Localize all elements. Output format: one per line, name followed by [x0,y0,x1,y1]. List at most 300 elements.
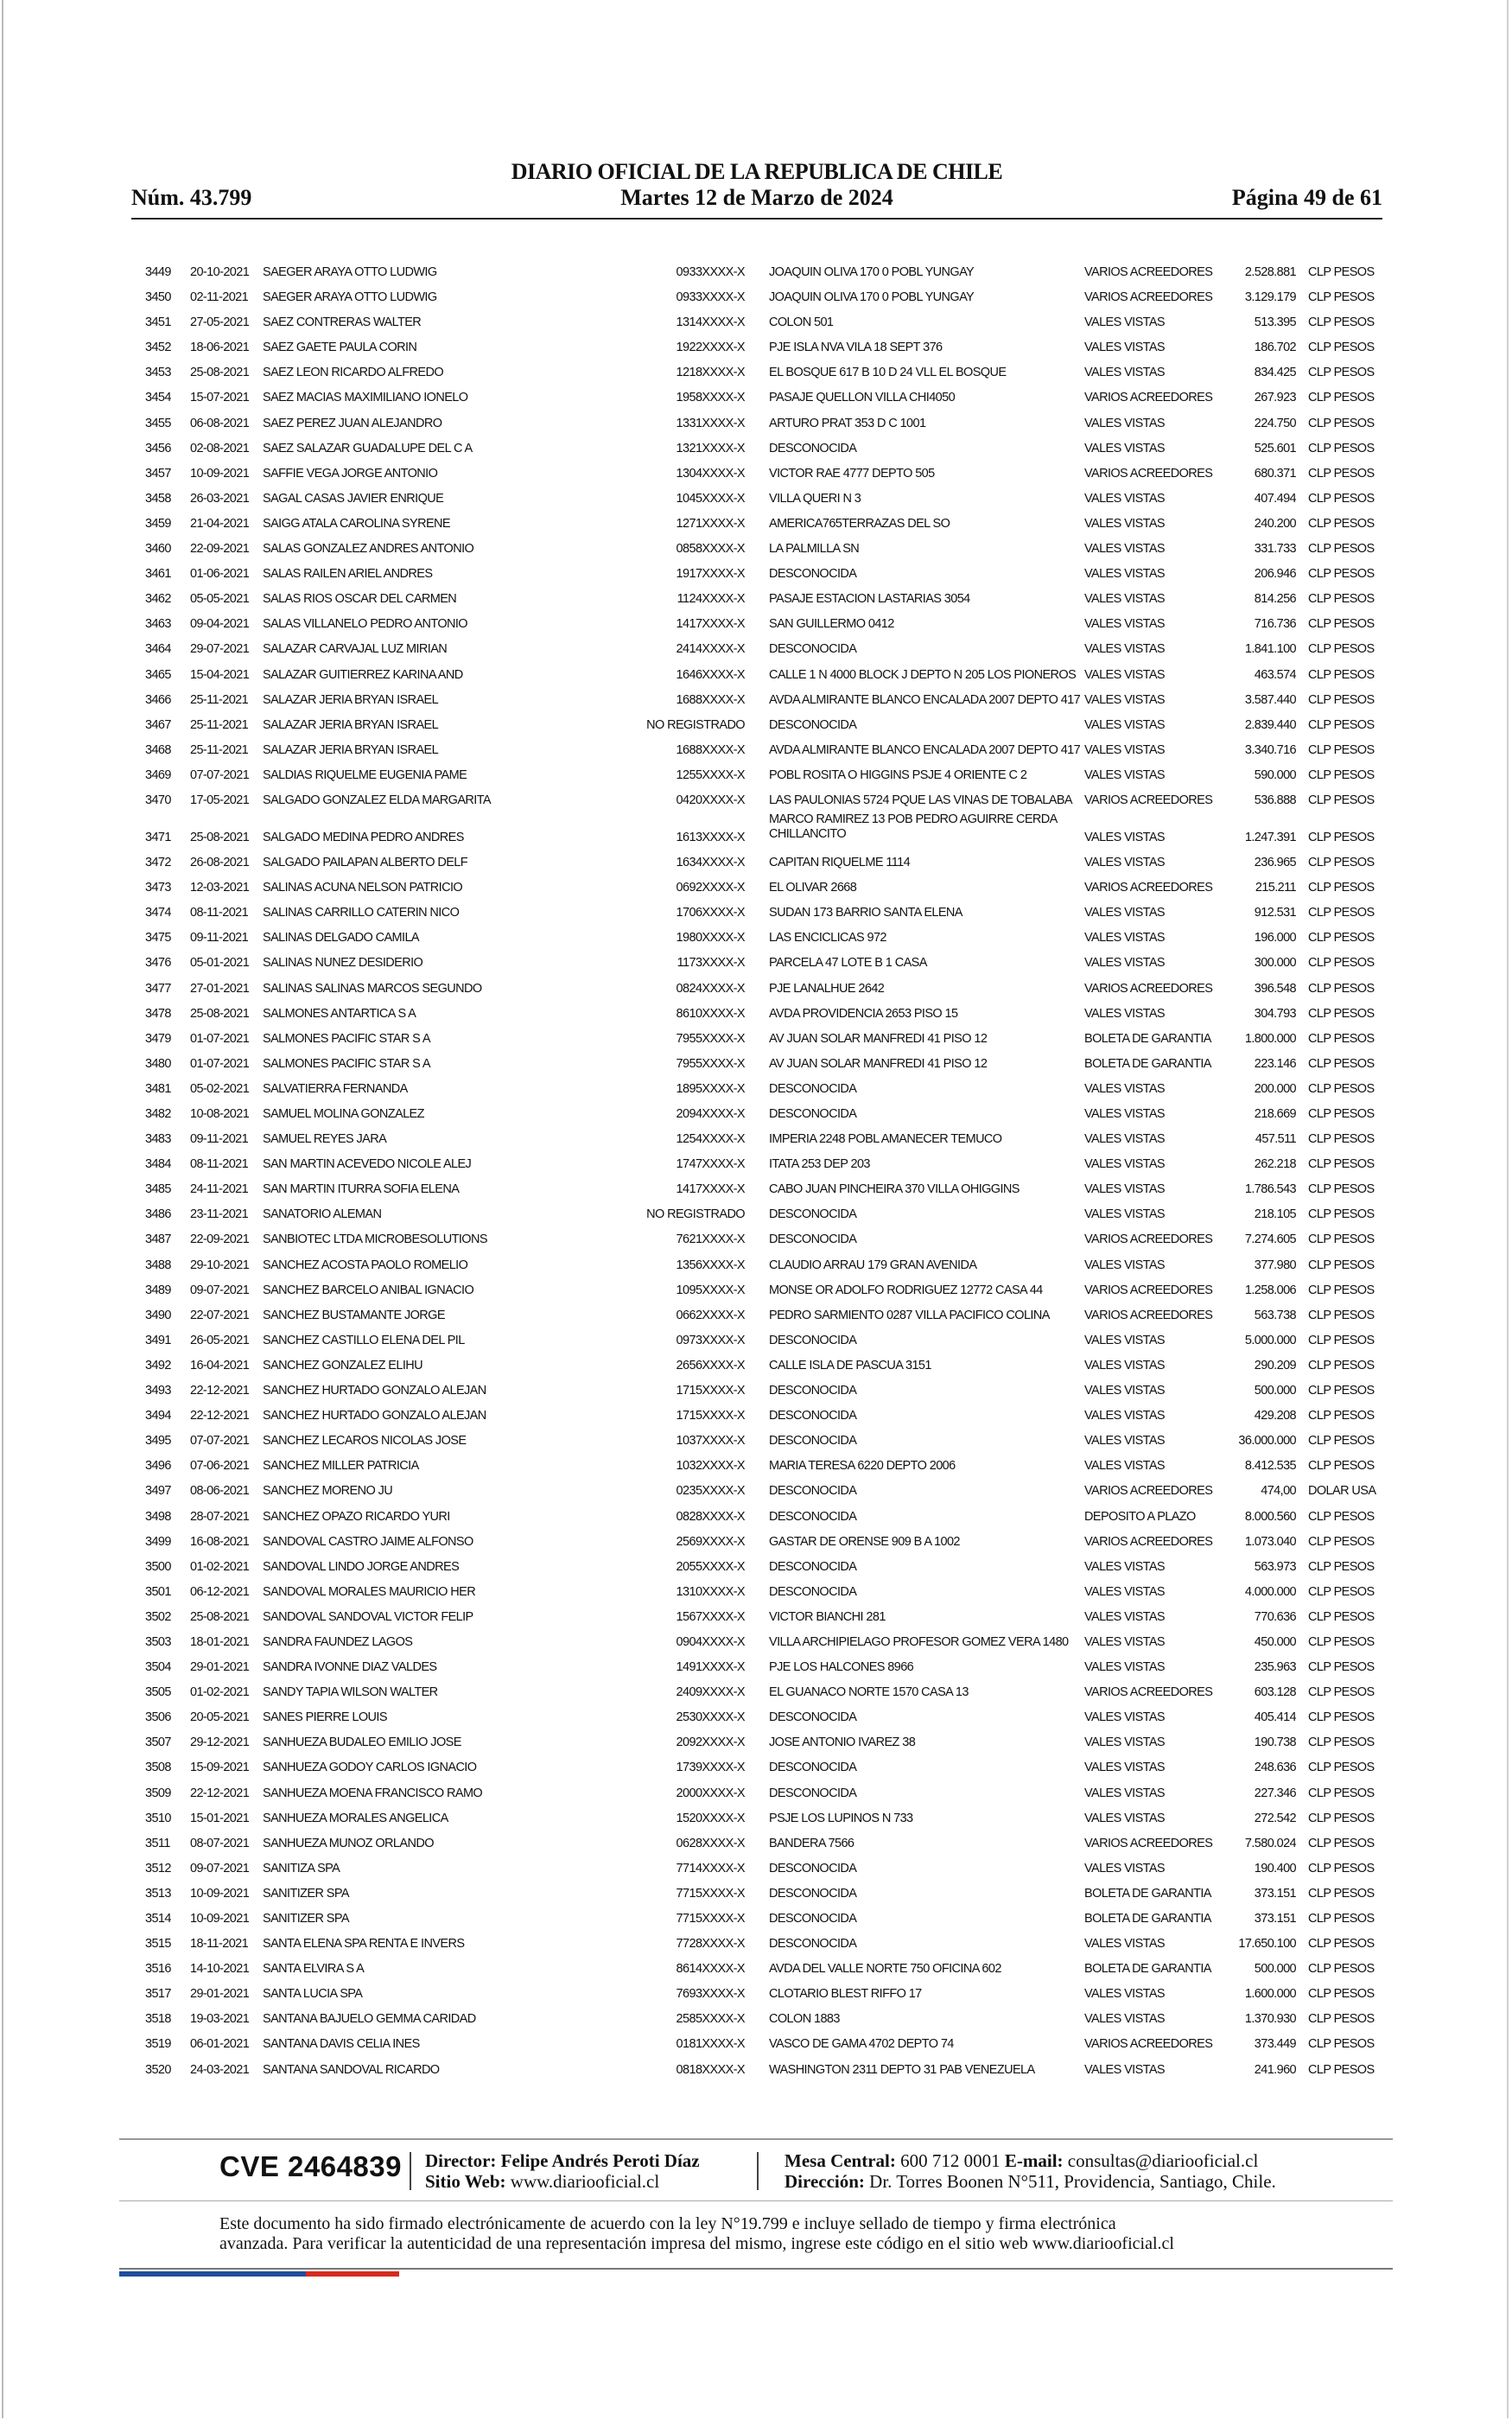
signature-note [219,2214,1394,2254]
record-rut: 1417XXXX-X [676,1182,745,1197]
table-row [0,1655,1512,1680]
record-number: 3502 [145,1609,171,1624]
record-date: 16-04-2021 [190,1358,250,1372]
record-number: 3486 [145,1207,171,1222]
record-rut: 0824XXXX-X [676,981,745,996]
table-row [0,1027,1512,1052]
record-currency: CLP PESOS [1308,1283,1375,1297]
table-row [0,1102,1512,1127]
record-number: 3473 [145,881,171,895]
record-number: 3458 [145,491,171,506]
record-currency: CLP PESOS [1308,1258,1375,1272]
record-rut: 0662XXXX-X [676,1308,745,1322]
record-date: 29-07-2021 [190,642,250,657]
record-number: 3493 [145,1384,171,1398]
table-row [0,1177,1512,1202]
table-row [0,850,1512,876]
record-rut: 8614XXXX-X [676,1962,745,1977]
record-date: 01-02-2021 [190,1685,250,1700]
record-amount: 17.650.100 [1238,1937,1296,1952]
record-date: 26-05-2021 [190,1333,250,1347]
record-amount: 590.000 [1254,767,1296,782]
record-date: 22-12-2021 [190,1409,250,1423]
record-number: 3508 [145,1761,171,1775]
record-rut: 1037XXXX-X [676,1434,745,1449]
record-currency: CLP PESOS [1308,956,1375,971]
record-number: 3464 [145,642,171,657]
record-name: SAFFIE VEGA JORGE ANTONIO [263,466,438,481]
record-currency: CLP PESOS [1308,1609,1375,1624]
record-address: DESCONOCIDA [769,1333,857,1347]
table-row [0,2032,1512,2057]
record-name: SALINAS ACUNA NELSON PATRICIO [263,881,463,895]
record-amount: 603.128 [1254,1685,1296,1700]
record-number: 3504 [145,1660,171,1675]
record-currency: CLP PESOS [1308,1081,1375,1096]
record-currency: CLP PESOS [1308,1660,1375,1675]
record-amount: 2.528.881 [1244,265,1296,279]
record-rut: 7728XXXX-X [676,1937,745,1952]
record-currency: CLP PESOS [1308,692,1375,707]
record-rut: 1417XXXX-X [676,617,745,632]
record-amount: 536.888 [1254,793,1296,807]
record-amount: 200.000 [1254,1081,1296,1096]
record-address: PEDRO SARMIENTO 0287 VILLA PACIFICO COLINA [769,1308,1050,1322]
record-name: SAEZ SALAZAR GUADALUPE DEL C A [263,441,473,455]
table-row [0,562,1512,587]
record-amount: 272.542 [1254,1811,1296,1825]
record-name: SALGADO MEDINA PEDRO ANDRES [263,831,464,845]
mesa-label: Mesa Central: [785,2150,896,2171]
table-row [0,1454,1512,1479]
table-row [0,1052,1512,1077]
record-name: SANDOVAL CASTRO JAIME ALFONSO [263,1534,473,1549]
record-currency: CLP PESOS [1308,1685,1375,1700]
record-name: SANTANA DAVIS CELIA INES [263,2037,420,2052]
record-name: SANCHEZ HURTADO GONZALO ALEJAN [263,1409,486,1423]
record-rut: 1958XXXX-X [676,391,745,405]
record-number: 3492 [145,1358,171,1372]
record-number: 3490 [145,1308,171,1322]
record-currency: CLP PESOS [1308,567,1375,582]
record-date: 25-11-2021 [190,717,249,732]
record-amount: 563.738 [1254,1308,1296,1322]
record-address: JOAQUIN OLIVA 170 0 POBL YUNGAY [769,265,975,279]
table-row [0,1127,1512,1152]
record-number: 3459 [145,516,171,531]
footer-director-block [425,2150,700,2192]
record-address: PJE LANALHUE 2642 [769,981,885,996]
record-date: 19-03-2021 [190,2012,250,2027]
record-rut: 1045XXXX-X [676,491,745,506]
record-name: SANITIZER SPA [263,1912,349,1926]
record-amount: 8.412.535 [1244,1459,1296,1474]
record-address: CALLE 1 N 4000 BLOCK J DEPTO N 205 LOS PIONEROS [769,667,1077,682]
record-rut: 2094XXXX-X [676,1107,745,1121]
record-amount: 190.738 [1254,1735,1296,1750]
record-amount: 227.346 [1254,1786,1296,1800]
footer-rule-top [119,2138,1393,2140]
record-number: 3488 [145,1258,171,1272]
record-date: 05-05-2021 [190,592,250,607]
record-number: 3498 [145,1509,171,1524]
record-rut: 7715XXXX-X [676,1886,745,1901]
table-row [0,1907,1512,1932]
record-number: 3513 [145,1886,171,1901]
table-row [0,310,1512,335]
record-rut: NO REGISTRADO [646,717,745,732]
record-date: 08-06-2021 [190,1484,250,1499]
record-number: 3503 [145,1634,171,1649]
record-currency: CLP PESOS [1308,2037,1375,2052]
record-currency: CLP PESOS [1308,906,1375,920]
record-number: 3516 [145,1962,171,1977]
record-amount: 463.574 [1254,667,1296,682]
record-rut: 2000XXXX-X [676,1786,745,1800]
record-number: 3484 [145,1157,171,1172]
record-amount: 304.793 [1254,1006,1296,1021]
record-currency: CLP PESOS [1308,1861,1375,1876]
table-row [0,813,1512,850]
record-rut: 1218XXXX-X [676,366,745,380]
record-currency: CLP PESOS [1308,1157,1375,1172]
record-number: 3505 [145,1685,171,1700]
web-link[interactable]: www.diariooficial.cl [510,2171,660,2192]
record-address: EL BOSQUE 617 B 10 D 24 VLL EL BOSQUE [769,366,1007,380]
record-currency: CLP PESOS [1308,1735,1375,1750]
record-currency: CLP PESOS [1308,1434,1375,1449]
record-number: 3467 [145,717,171,732]
record-amount: 223.146 [1254,1056,1296,1071]
record-date: 25-11-2021 [190,742,249,757]
record-amount: 7.580.024 [1244,1836,1296,1850]
record-address: LA PALMILLA SN [769,542,860,557]
record-type: BOLETA DE GARANTIA [1084,1056,1211,1071]
record-address: DESCONOCIDA [769,1861,857,1876]
record-type: VARIOS ACREEDORES [1084,290,1213,305]
email-link[interactable]: consultas@diariooficial.cl [1067,2150,1259,2171]
record-name: SANCHEZ HURTADO GONZALO ALEJAN [263,1384,486,1398]
record-currency: CLP PESOS [1308,1534,1375,1549]
record-type: VALES VISTAS [1084,1660,1165,1675]
signature-note-line: avanzada. Para verificar la autenticidad de una representación impresa del mismo, ingrese este código en el sitio web www.diariooficial.cl [219,2234,1174,2253]
record-type: VALES VISTAS [1084,341,1165,355]
record-type: VALES VISTAS [1084,1584,1165,1599]
record-currency: CLP PESOS [1308,1886,1375,1901]
record-type: VALES VISTAS [1084,1434,1165,1449]
record-amount: 500.000 [1254,1962,1296,1977]
table-row [0,876,1512,901]
record-type: VALES VISTAS [1084,767,1165,782]
table-row [0,1555,1512,1580]
record-address: DESCONOCIDA [769,642,857,657]
record-amount: 218.669 [1254,1107,1296,1121]
record-number: 3511 [145,1836,170,1850]
record-address: PJE LOS HALCONES 8966 [769,1660,914,1675]
record-name: SANCHEZ LECAROS NICOLAS JOSE [263,1434,467,1449]
record-rut: 1895XXXX-X [676,1081,745,1096]
record-number: 3469 [145,767,171,782]
record-number: 3512 [145,1861,171,1876]
record-type: VARIOS ACREEDORES [1084,1232,1213,1247]
table-row [0,612,1512,637]
record-date: 09-04-2021 [190,617,250,632]
table-row [0,1831,1512,1856]
record-name: SANITIZER SPA [263,1886,349,1901]
record-date: 17-05-2021 [190,793,250,807]
table-row [0,1253,1512,1278]
record-number: 3517 [145,1987,171,2002]
record-name: SANDOVAL MORALES MAURICIO HER [263,1584,476,1599]
record-name: SANDRA FAUNDEZ LAGOS [263,1634,413,1649]
records-table [0,260,1512,2083]
record-rut: 1356XXXX-X [676,1258,745,1272]
record-type: VALES VISTAS [1084,1786,1165,1800]
record-name: SANTA ELENA SPA RENTA E INVERS [263,1937,465,1952]
record-rut: 0933XXXX-X [676,265,745,279]
record-number: 3452 [145,341,171,355]
record-amount: 770.636 [1254,1609,1296,1624]
record-currency: CLP PESOS [1308,1182,1375,1197]
record-amount: 814.256 [1254,592,1296,607]
record-amount: 373.449 [1254,2037,1296,2052]
record-currency: CLP PESOS [1308,1006,1375,1021]
record-name: SANCHEZ CASTILLO ELENA DEL PIL [263,1333,465,1347]
record-date: 09-07-2021 [190,1283,250,1297]
record-currency: CLP PESOS [1308,931,1375,946]
record-currency: CLP PESOS [1308,793,1375,807]
record-address: JOSE ANTONIO IVAREZ 38 [769,1735,916,1750]
table-row [0,1429,1512,1454]
record-name: SAMUEL REYES JARA [263,1132,387,1147]
record-date: 16-08-2021 [190,1534,250,1549]
record-date: 06-12-2021 [190,1584,250,1599]
table-row [0,587,1512,612]
record-type: VALES VISTAS [1084,592,1165,607]
record-rut: 8610XXXX-X [676,1006,745,1021]
footer-rule-middle [119,2200,1393,2201]
record-amount: 290.209 [1254,1358,1296,1372]
table-row [0,1479,1512,1504]
record-number: 3483 [145,1132,171,1147]
record-date: 15-07-2021 [190,391,250,405]
record-date: 14-10-2021 [190,1962,250,1977]
table-row [0,1278,1512,1303]
record-rut: 2569XXXX-X [676,1534,745,1549]
record-number: 3481 [145,1081,171,1096]
record-date: 07-07-2021 [190,767,250,782]
record-type: VALES VISTAS [1084,931,1165,946]
record-amount: 267.923 [1254,391,1296,405]
record-currency: CLP PESOS [1308,391,1375,405]
record-name: SALAS RAILEN ARIEL ANDRES [263,567,433,582]
record-type: VALES VISTAS [1084,1761,1165,1775]
record-rut: 1304XXXX-X [676,466,745,481]
record-address: DESCONOCIDA [769,441,857,455]
table-row [0,977,1512,1002]
flag-stripe [119,2271,399,2277]
record-name: SALAZAR CARVAJAL LUZ MIRIAN [263,642,448,657]
record-type: VALES VISTAS [1084,1735,1165,1750]
record-date: 05-01-2021 [190,956,250,971]
record-date: 27-05-2021 [190,315,250,330]
record-rut: 0973XXXX-X [676,1333,745,1347]
record-amount: 377.980 [1254,1258,1296,1272]
record-address: DESCONOCIDA [769,1207,857,1222]
table-row [0,688,1512,713]
record-address: DESCONOCIDA [769,1584,857,1599]
record-amount: 331.733 [1254,542,1296,557]
record-number: 3477 [145,981,171,996]
record-amount: 373.151 [1254,1912,1296,1926]
record-rut: 0420XXXX-X [676,793,745,807]
record-currency: CLP PESOS [1308,856,1375,870]
footer-rule-bottom [119,2268,1393,2270]
record-number: 3499 [145,1534,171,1549]
record-rut: 0828XXXX-X [676,1509,745,1524]
record-type: VALES VISTAS [1084,1107,1165,1121]
record-rut: 1613XXXX-X [676,831,745,845]
record-address: DESCONOCIDA [769,717,857,732]
record-number: 3457 [145,466,171,481]
table-row [0,763,1512,788]
record-rut: 0904XXXX-X [676,1634,745,1649]
record-rut: 1715XXXX-X [676,1409,745,1423]
record-amount: 186.702 [1254,341,1296,355]
record-number: 3510 [145,1811,171,1825]
table-row [0,335,1512,360]
record-date: 15-01-2021 [190,1811,250,1825]
table-row [0,537,1512,562]
web-label: Sitio Web: [425,2171,506,2192]
record-date: 22-09-2021 [190,542,250,557]
record-name: SAEZ PEREZ JUAN ALEJANDRO [263,416,442,430]
record-name: SANCHEZ MILLER PATRICIA [263,1459,419,1474]
record-name: SAN MARTIN ACEVEDO NICOLE ALEJ [263,1157,472,1172]
record-name: SANCHEZ OPAZO RICARDO YURI [263,1509,450,1524]
record-date: 29-12-2021 [190,1735,250,1750]
record-address: DESCONOCIDA [769,1786,857,1800]
record-currency: CLP PESOS [1308,1384,1375,1398]
record-number: 3514 [145,1912,171,1926]
record-address: DESCONOCIDA [769,1761,857,1775]
record-amount: 5.000.000 [1244,1333,1296,1347]
record-type: VALES VISTAS [1084,2012,1165,2027]
record-address: IMPERIA 2248 POBL AMANECER TEMUCO [769,1132,1002,1147]
record-address: SAN GUILLERMO 0412 [769,617,894,632]
record-date: 10-09-2021 [190,466,250,481]
record-name: SALINAS DELGADO CAMILA [263,931,419,946]
record-name: SALAZAR GUITIERREZ KARINA AND [263,667,463,682]
record-rut: 1747XXXX-X [676,1157,745,1172]
table-row [0,926,1512,951]
record-type: VALES VISTAS [1084,1132,1165,1147]
record-name: SANITIZA SPA [263,1861,340,1876]
record-date: 28-07-2021 [190,1509,250,1524]
record-address: AV JUAN SOLAR MANFREDI 41 PISO 12 [769,1031,988,1046]
record-currency: CLP PESOS [1308,981,1375,996]
record-type: VALES VISTAS [1084,2062,1165,2077]
record-number: 3468 [145,742,171,757]
record-address: DESCONOCIDA [769,1509,857,1524]
record-rut: 1567XXXX-X [676,1609,745,1624]
record-name: SANHUEZA MORALES ANGELICA [263,1811,448,1825]
record-number: 3494 [145,1409,171,1423]
record-amount: 1.841.100 [1244,642,1296,657]
record-number: 3518 [145,2012,171,2027]
record-address: MARIA TERESA 6220 DEPTO 2006 [769,1459,956,1474]
record-date: 01-07-2021 [190,1031,250,1046]
record-amount: 834.425 [1254,366,1296,380]
record-number: 3461 [145,567,171,582]
record-currency: DOLAR USA [1308,1484,1376,1499]
table-row [0,1505,1512,1530]
table-row [0,1580,1512,1605]
record-currency: CLP PESOS [1308,466,1375,481]
record-number: 3501 [145,1584,171,1599]
record-currency: CLP PESOS [1308,831,1375,845]
record-rut: 1310XXXX-X [676,1584,745,1599]
record-rut: 1331XXXX-X [676,416,745,430]
record-date: 06-01-2021 [190,2037,250,2052]
page-number: Página 49 de 61 [1231,185,1382,210]
record-date: 08-11-2021 [190,906,249,920]
record-address: CALLE ISLA DE PASCUA 3151 [769,1358,931,1372]
record-date: 10-08-2021 [190,1107,250,1121]
record-address: VILLA ARCHIPIELAGO PROFESOR GOMEZ VERA 1480 [769,1634,1069,1649]
record-rut: 1980XXXX-X [676,931,745,946]
record-number: 3455 [145,416,171,430]
record-number: 3454 [145,391,171,405]
record-currency: CLP PESOS [1308,1811,1375,1825]
record-amount: 450.000 [1254,1634,1296,1649]
record-type: VALES VISTAS [1084,1559,1165,1574]
record-date: 09-11-2021 [190,1132,249,1147]
record-currency: CLP PESOS [1308,667,1375,682]
record-rut: 7621XXXX-X [676,1232,745,1247]
record-name: SALDIAS RIQUELME EUGENIA PAME [263,767,467,782]
record-amount: 300.000 [1254,956,1296,971]
record-number: 3466 [145,692,171,707]
record-currency: CLP PESOS [1308,441,1375,455]
record-name: SANDY TAPIA WILSON WALTER [263,1685,438,1700]
record-rut: 1739XXXX-X [676,1761,745,1775]
record-type: VALES VISTAS [1084,1358,1165,1372]
record-currency: CLP PESOS [1308,2062,1375,2077]
record-name: SANATORIO ALEMAN [263,1207,382,1222]
record-name: SANHUEZA GODOY CARLOS IGNACIO [263,1761,477,1775]
record-rut: 0858XXXX-X [676,542,745,557]
table-row [0,1856,1512,1882]
record-currency: CLP PESOS [1308,1409,1375,1423]
record-rut: 1254XXXX-X [676,1132,745,1147]
record-date: 09-07-2021 [190,1861,250,1876]
record-amount: 1.247.391 [1244,831,1296,845]
record-amount: 1.370.930 [1244,2012,1296,2027]
record-date: 26-03-2021 [190,491,250,506]
record-address: EL GUANACO NORTE 1570 CASA 13 [769,1685,969,1700]
record-rut: 1255XXXX-X [676,767,745,782]
record-rut: 1173XXXX-X [677,956,745,971]
table-row [0,1806,1512,1831]
record-rut: 1095XXXX-X [676,1283,745,1297]
record-rut: 2409XXXX-X [676,1685,745,1700]
record-name: SANHUEZA BUDALEO EMILIO JOSE [263,1735,461,1750]
record-date: 02-08-2021 [190,441,250,455]
record-type: VALES VISTAS [1084,1081,1165,1096]
record-rut: 1706XXXX-X [676,906,745,920]
record-date: 05-02-2021 [190,1081,250,1096]
